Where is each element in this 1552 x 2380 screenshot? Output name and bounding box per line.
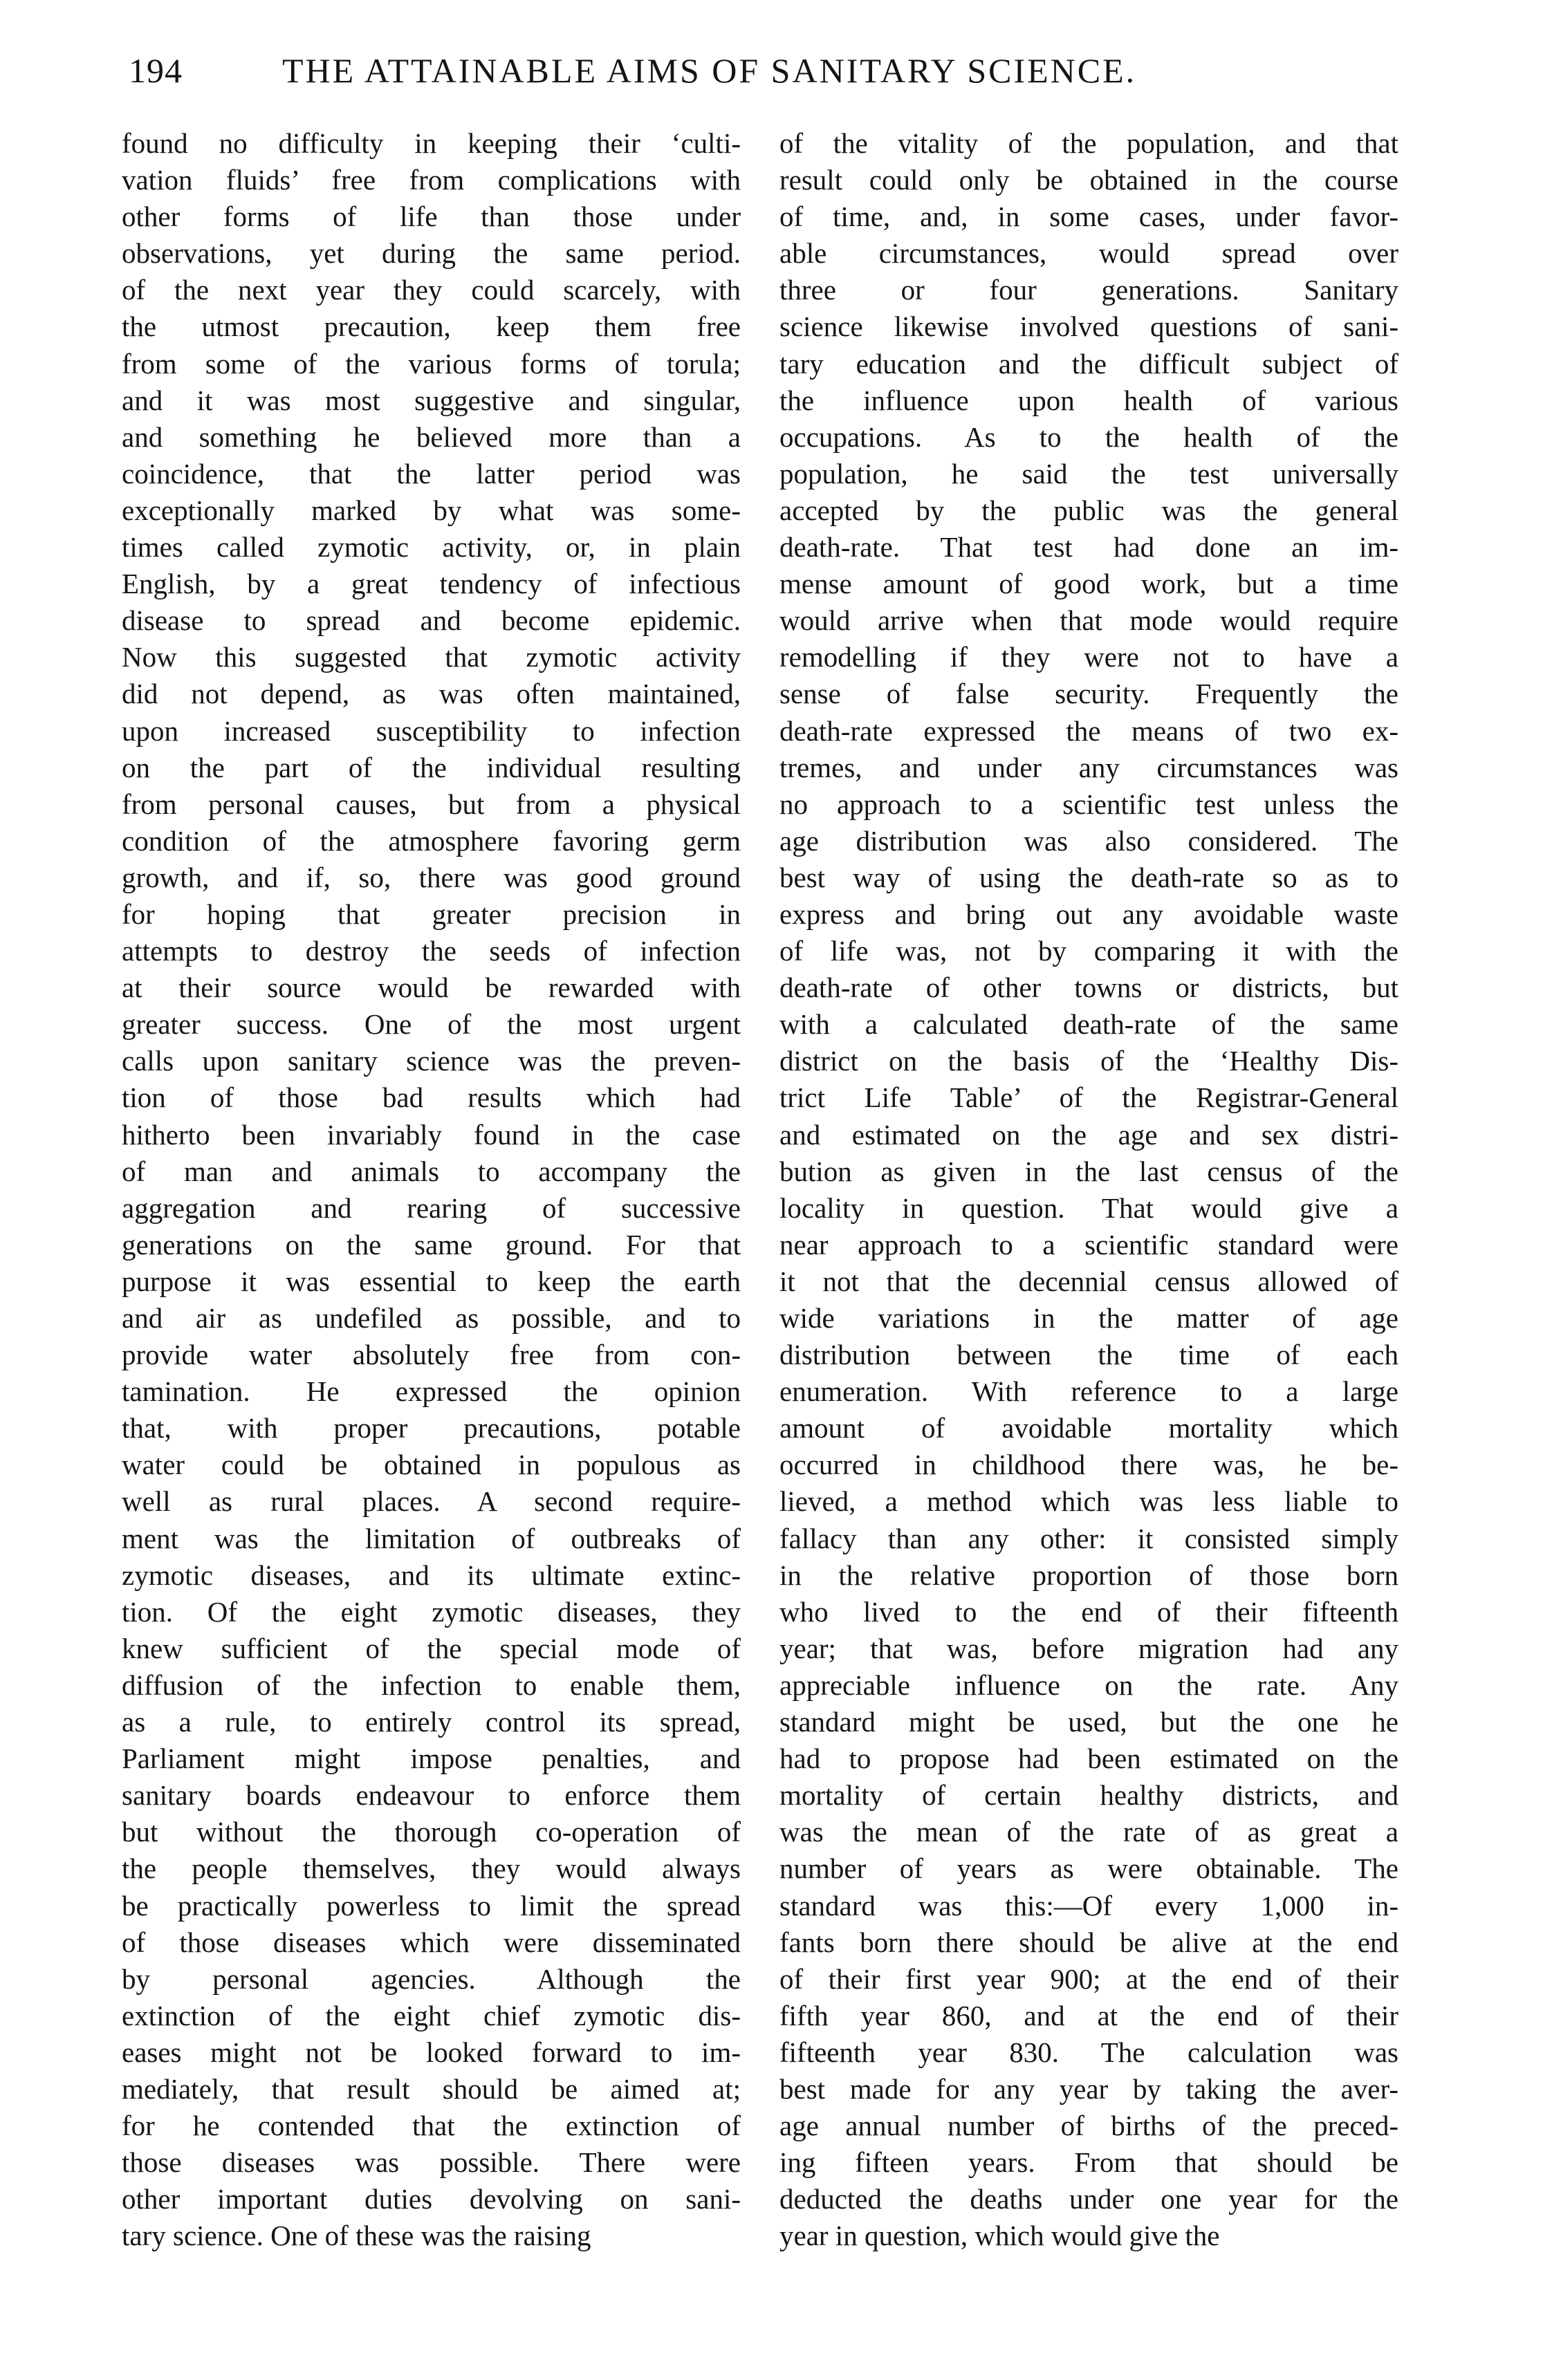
text-line: amount of avoidable mortality which: [779, 1412, 1398, 1444]
text-line: on the part of the individual resulting: [122, 751, 741, 783]
text-line: for hoping that greater precision in: [122, 898, 741, 930]
text-line: disease to spread and become epidemic.: [122, 604, 741, 637]
text-line: tion. Of the eight zymotic diseases, they: [122, 1595, 741, 1628]
text-line: distribution between the time of each: [779, 1339, 1398, 1371]
text-line: accepted by the public was the general: [779, 494, 1398, 526]
text-line: age annual number of births of the preced-: [779, 2110, 1398, 2142]
text-line: water could be obtained in populous as: [122, 1449, 741, 1481]
text-line: deducted the deaths under one year for the: [779, 2183, 1398, 2215]
text-line: but without the thorough co-operation of: [122, 1816, 741, 1848]
text-line: sanitary boards endeavour to enforce them: [122, 1779, 741, 1812]
text-line: number of years as were obtainable. The: [779, 1852, 1398, 1885]
text-line: with a calculated death-rate of the same: [779, 1008, 1398, 1041]
text-line: and it was most suggestive and singular,: [122, 384, 741, 416]
text-line: ing fifteen years. From that should be: [779, 2146, 1398, 2179]
text-line: provide water absolutely free from con-: [122, 1339, 741, 1371]
text-line: vation fluids’ free from complications with: [122, 164, 741, 196]
text-line: for he contended that the extinction of: [122, 2110, 741, 2142]
text-line: hitherto been invariably found in the case: [122, 1118, 741, 1151]
text-line: best made for any year by taking the aver-: [779, 2072, 1398, 2105]
text-line: year; that was, before migration had any: [779, 1632, 1398, 1664]
page-number: 194: [129, 51, 183, 90]
text-line: fants born there should be alive at the end: [779, 1926, 1398, 1958]
text-line: tion of those bad results which had: [122, 1081, 741, 1114]
text-line: result could only be obtained in the course: [779, 164, 1398, 196]
text-line: tary education and the difficult subject of: [779, 347, 1398, 380]
text-line: those diseases was possible. There were: [122, 2146, 741, 2179]
text-line: growth, and if, so, there was good ground: [122, 861, 741, 893]
text-line: occurred in childhood there was, he be-: [779, 1449, 1398, 1481]
text-line: be practically powerless to limit the spread: [122, 1889, 741, 1922]
text-line: by personal agencies. Although the: [122, 1962, 741, 1995]
text-line: in the relative proportion of those born: [779, 1559, 1398, 1591]
right-text-column: [779, 125, 1398, 2254]
text-line: was the mean of the rate of as great a: [779, 1816, 1398, 1848]
text-line: sense of false security. Frequently the: [779, 678, 1398, 710]
text-line: exceptionally marked by what was some-: [122, 494, 741, 526]
text-line: the utmost precaution, keep them free: [122, 310, 741, 343]
text-line: fifth year 860, and at the end of their: [779, 1999, 1398, 2032]
text-line: purpose it was essential to keep the earth: [122, 1265, 741, 1297]
text-line: from some of the various forms of torula;: [122, 347, 741, 380]
text-line: upon increased susceptibility to infection: [122, 714, 741, 747]
text-line: lieved, a method which was less liable to: [779, 1485, 1398, 1518]
text-line: aggregation and rearing of successive: [122, 1191, 741, 1224]
text-line: would arrive when that mode would require: [779, 604, 1398, 637]
text-line: occupations. As to the health of the: [779, 420, 1398, 453]
text-line: bution as given in the last census of the: [779, 1155, 1398, 1187]
text-line: locality in question. That would give a: [779, 1191, 1398, 1224]
text-line: year in question, which would give the: [779, 2220, 1220, 2252]
text-line: diffusion of the infection to enable them,: [122, 1668, 741, 1701]
text-line: able circumstances, would spread over: [779, 237, 1398, 270]
text-line: fallacy than any other: it consisted simply: [779, 1522, 1398, 1554]
text-line: of man and animals to accompany the: [122, 1155, 741, 1187]
text-line: trict Life Table’ of the Registrar-General: [779, 1081, 1398, 1114]
text-line: tary science. One of these was the raising: [122, 2220, 591, 2252]
text-line: of those diseases which were disseminated: [122, 1926, 741, 1958]
text-line: death-rate of other towns or districts, but: [779, 971, 1398, 1004]
text-line: other important duties devolving on sani-: [122, 2183, 741, 2215]
text-line: attempts to destroy the seeds of infection: [122, 935, 741, 967]
text-line: and air as undefiled as possible, and to: [122, 1302, 741, 1334]
text-line: of the vitality of the population, and that: [779, 127, 1398, 159]
text-line: fifteenth year 830. The calculation was: [779, 2036, 1398, 2068]
running-title: THE ATTAINABLE AIMS OF SANITARY SCIENCE.: [282, 51, 1137, 90]
text-line: from personal causes, but from a physical: [122, 788, 741, 820]
text-line: three or four generations. Sanitary: [779, 274, 1398, 306]
text-line: no approach to a scientific test unless the: [779, 788, 1398, 820]
text-line: best way of using the death-rate so as to: [779, 861, 1398, 893]
text-line: mense amount of good work, but a time: [779, 568, 1398, 600]
text-line: of the next year they could scarcely, with: [122, 274, 741, 306]
text-line: district on the basis of the ‘Healthy Dis-: [779, 1045, 1398, 1077]
text-line: greater success. One of the most urgent: [122, 1008, 741, 1041]
text-line: other forms of life than those under: [122, 201, 741, 233]
text-line: age distribution was also considered. The: [779, 824, 1398, 857]
text-line: zymotic diseases, and its ultimate extinc-: [122, 1559, 741, 1591]
text-line: it not that the decennial census allowed of: [779, 1265, 1398, 1297]
text-line: the influence upon health of various: [779, 384, 1398, 416]
text-line: Parliament might impose penalties, and: [122, 1742, 741, 1775]
text-line: death-rate expressed the means of two ex-: [779, 714, 1398, 747]
text-line: did not depend, as was often maintained,: [122, 678, 741, 710]
text-line: mediately, that result should be aimed at;: [122, 2072, 741, 2105]
text-line: tremes, and under any circumstances was: [779, 751, 1398, 783]
text-line: Now this suggested that zymotic activity: [122, 641, 741, 673]
text-line: tamination. He expressed the opinion: [122, 1375, 741, 1408]
text-line: condition of the atmosphere favoring germ: [122, 824, 741, 857]
text-line: calls upon sanitary science was the preven-: [122, 1045, 741, 1077]
text-line: wide variations in the matter of age: [779, 1302, 1398, 1334]
text-line: ment was the limitation of outbreaks of: [122, 1522, 741, 1554]
text-line: death-rate. That test had done an im-: [779, 531, 1398, 564]
text-line: population, he said the test universally: [779, 457, 1398, 490]
text-line: times called zymotic activity, or, in plain: [122, 531, 741, 564]
left-text-column: [122, 125, 741, 2254]
text-line: generations on the same ground. For that: [122, 1228, 741, 1261]
text-line: as a rule, to entirely control its spread,: [122, 1706, 741, 1738]
text-line: had to propose had been estimated on the: [779, 1742, 1398, 1775]
text-line: of time, and, in some cases, under favor-: [779, 201, 1398, 233]
text-line: the people themselves, they would always: [122, 1852, 741, 1885]
text-line: science likewise involved questions of sani-: [779, 310, 1398, 343]
text-line: extinction of the eight chief zymotic dis-: [122, 1999, 741, 2032]
text-line: who lived to the end of their fifteenth: [779, 1595, 1398, 1628]
text-line: knew sufficient of the special mode of: [122, 1632, 741, 1664]
text-line: remodelling if they were not to have a: [779, 641, 1398, 673]
text-line: and estimated on the age and sex distri-: [779, 1118, 1398, 1151]
text-line: standard might be used, but the one he: [779, 1706, 1398, 1738]
text-line: enumeration. With reference to a large: [779, 1375, 1398, 1408]
text-line: English, by a great tendency of infectious: [122, 568, 741, 600]
text-line: observations, yet during the same period.: [122, 237, 741, 270]
text-line: eases might not be looked forward to im-: [122, 2036, 741, 2068]
text-line: and something he believed more than a: [122, 420, 741, 453]
text-line: of life was, not by comparing it with the: [779, 935, 1398, 967]
text-line: of their first year 900; at the end of their: [779, 1962, 1398, 1995]
text-line: at their source would be rewarded with: [122, 971, 741, 1004]
text-line: appreciable influence on the rate. Any: [779, 1668, 1398, 1701]
text-line: found no difficulty in keeping their ‘culti-: [122, 127, 741, 159]
text-line: that, with proper precautions, potable: [122, 1412, 741, 1444]
text-line: coincidence, that the latter period was: [122, 457, 741, 490]
page-header: [129, 43, 1422, 98]
text-line: mortality of certain healthy districts, and: [779, 1779, 1398, 1812]
text-line: express and bring out any avoidable waste: [779, 898, 1398, 930]
text-line: near approach to a scientific standard were: [779, 1228, 1398, 1261]
text-line: standard was this:—Of every 1,000 in-: [779, 1889, 1398, 1922]
text-line: well as rural places. A second require-: [122, 1485, 741, 1518]
